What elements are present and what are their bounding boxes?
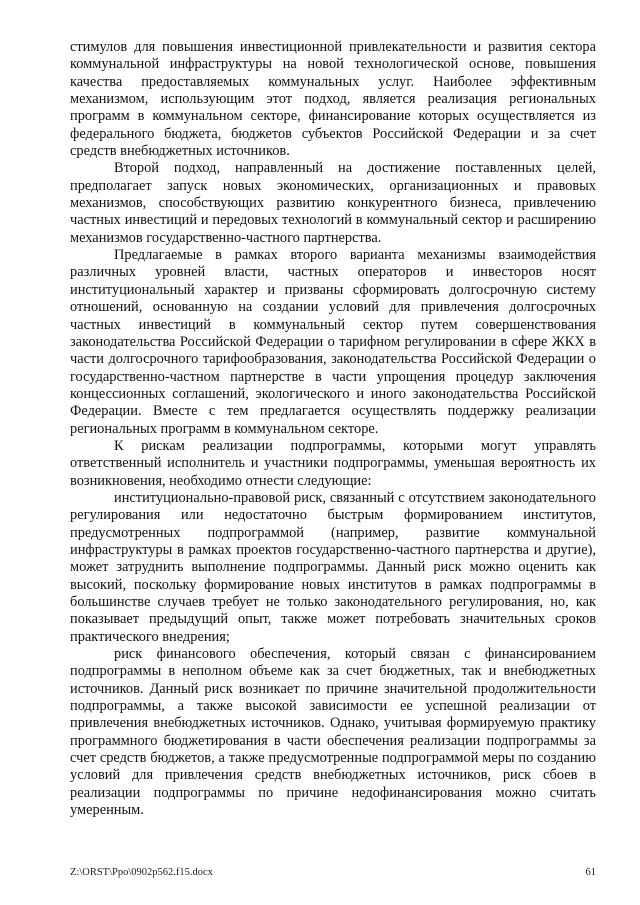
paragraph-financial-risk: риск финансового обеспечения, который связан с финансированием подпрограммы в неполном объеме как за счет бюджетных, так и внебюджетных источников. Данный риск возникает по причине значительной продолжительности подпрограммы, а также высокой зависимости ее успешной реализации от привлечения внебюджетных источников. Однако, учитывая формируемую практику программного бюджетирования в части обеспечения реализации подпрограммы за счет средств бюджетов, а также предусмотренные подпрограммой меры по созданию условий для привлечения средств внебюджетных источников, риск сбоев в реализации подпрограммы по причине недофинансирования можно считать умеренным.	[70, 646, 596, 819]
page-number: 61	[585, 867, 596, 878]
paragraph-risks-intro: К рискам реализации подпрограммы, которыми могут управлять ответственный исполнитель и участники подпрограммы, уменьшая вероятность их возникновения, необходимо отнести следующие:	[70, 437, 596, 489]
paragraph-mechanisms: Предлагаемые в рамках второго варианта механизмы взаимодействия различных уровней власти, частных операторов и инвесторов носят институциональный характер и призваны сформировать долгосрочную систему отношений, основанную на создании условий для привлечения долгосрочных частных инвестиций в коммунальный сектор путем совершенствования законодательства Российской Федерации о тарифном регулировании в сфере ЖКХ в части долгосрочного тарифообразования, законодательства Российской Федерации о государственно-частном партнерстве в части упрощения процедур заключения концессионных соглашений, экологического и иного законодательства Российской Федерации. Вместе с тем предлагается осуществлять поддержку реализации региональных программ в коммунальном секторе.	[70, 247, 596, 437]
footer-file-path: Z:\ORST\Ppo\0902p562.f15.docx	[70, 867, 213, 878]
body-text	[70, 39, 596, 819]
paragraph-institutional-risk: институционально-правовой риск, связанный с отсутствием законодательного регулирования или недостаточно быстрым формированием институтов, предусмотренных подпрограммой (например, развитие коммунальной инфраструктуры в рамках проектов государственно-частного партнерства и другие), может затруднить выполнение подпрограммы. Данный риск можно оценить как высокий, поскольку формирование новых институтов в рамках подпрограммы в большинстве случаев требует не только законодательного регулирования, но, как показывает предыдущий опыт, также может потребовать значительных сроков практического внедрения;	[70, 489, 596, 645]
paragraph-continuation: стимулов для повышения инвестиционной привлекательности и развития сектора коммунальной инфраструктуры на новой технологической основе, повышения качества предоставляемых коммунальных услуг. Наиболее эффективным механизмом, использующим этот подход, является реализация региональных программ в коммунальном секторе, финансирование которых осуществляется из федерального бюджета, бюджетов субъектов Российской Федерации и за счет средств внебюджетных источников.	[70, 39, 596, 160]
paragraph-second-approach: Второй подход, направленный на достижение поставленных целей, предполагает запуск новых экономических, организационных и правовых механизмов, способствующих развитию конкурентного бизнеса, привлечению частных инвестиций и передовых технологий в коммунальный сектор и расширению механизмов государственно-частного партнерства.	[70, 160, 596, 246]
